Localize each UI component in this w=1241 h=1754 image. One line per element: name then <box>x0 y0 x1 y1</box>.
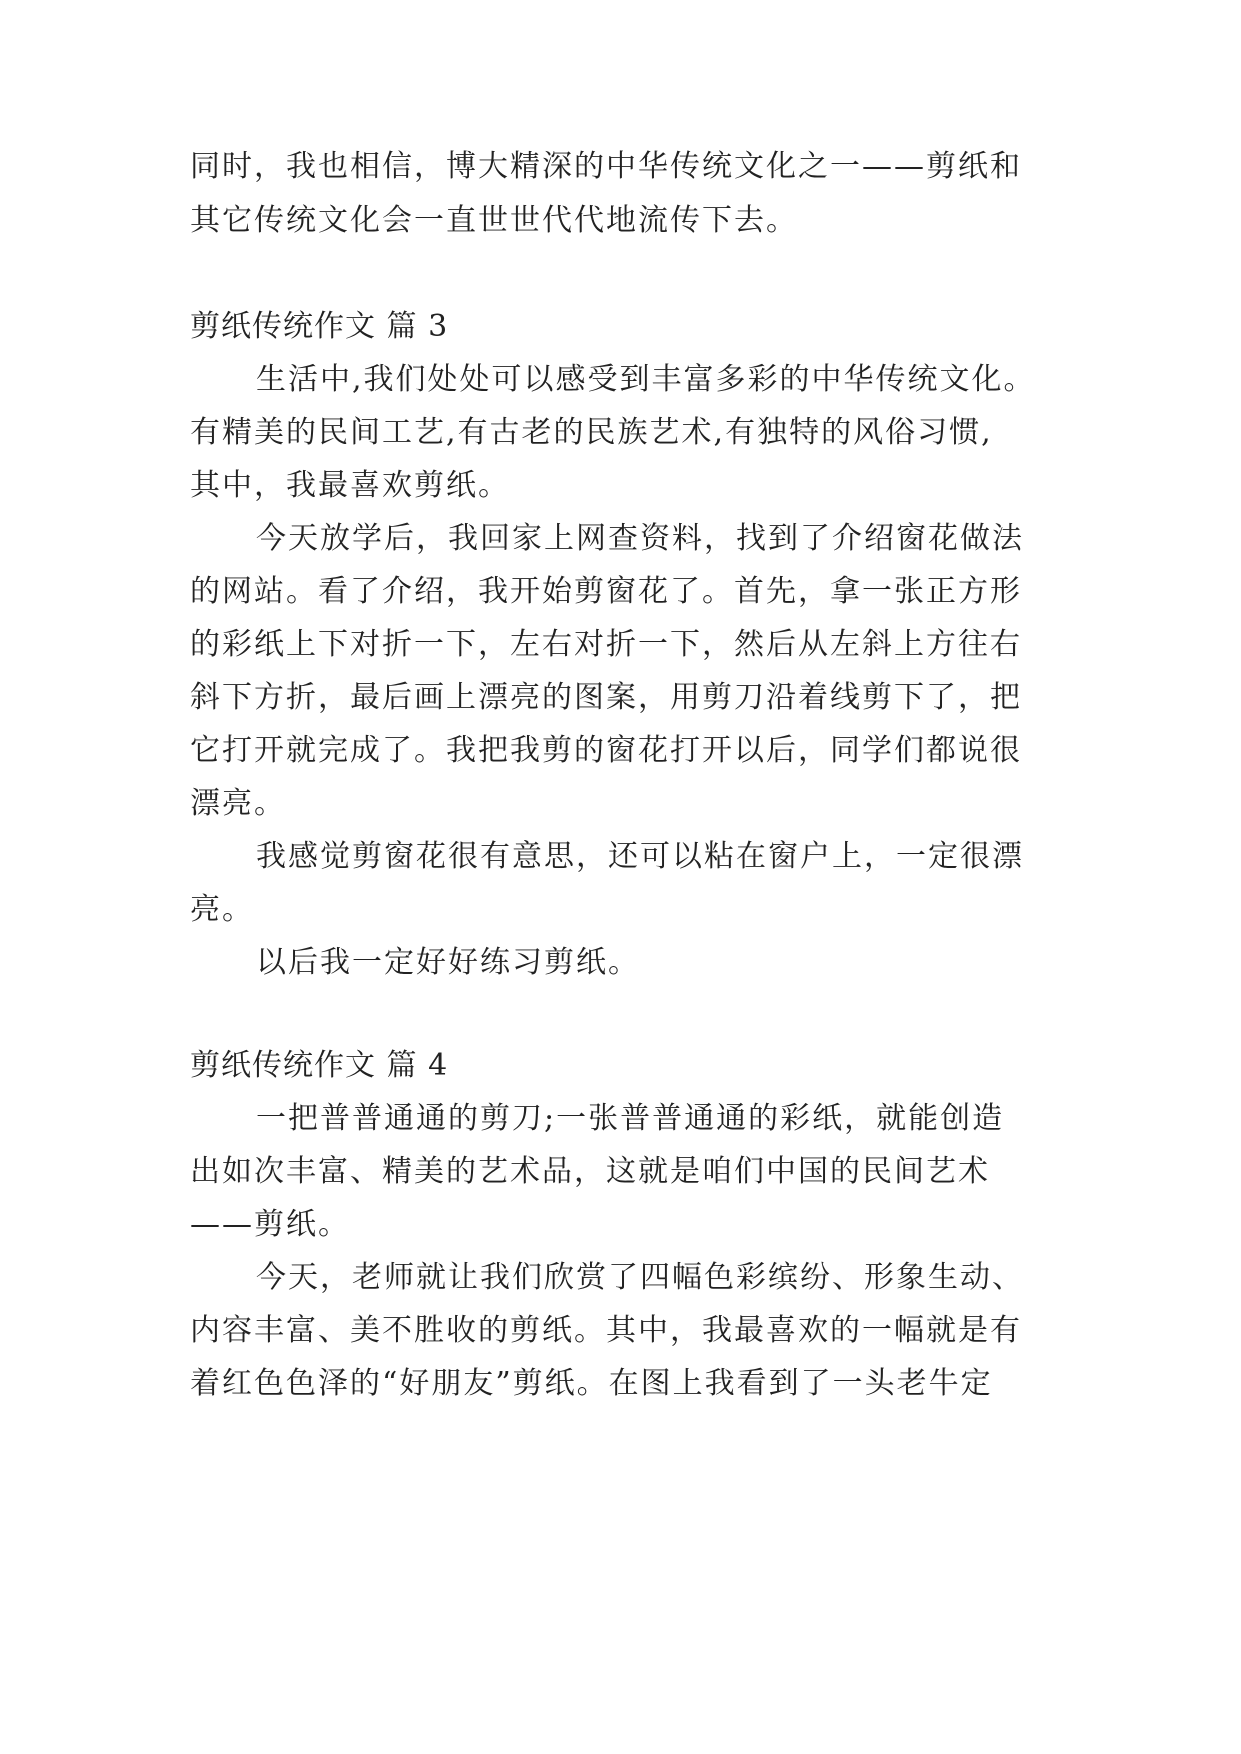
paragraph-line: 有精美的民间工艺,有古老的民族艺术,有独特的风俗习惯, <box>190 415 993 450</box>
paragraph-line: 今天放学后，我回家上网查资料，找到了介绍窗花做法 <box>256 521 1024 556</box>
section-heading: 剪纸传统作文 篇 4 <box>190 1048 449 1083</box>
paragraph-line: 其中，我最喜欢剪纸。 <box>190 468 510 503</box>
paragraph-line: 的彩纸上下对折一下，左右对折一下，然后从左斜上方往右 <box>190 627 1022 662</box>
paragraph-line: 内容丰富、美不胜收的剪纸。其中，我最喜欢的一幅就是有 <box>190 1313 1022 1348</box>
paragraph-line: 亮。 <box>190 892 254 927</box>
paragraph-line: 它打开就完成了。我把我剪的窗花打开以后，同学们都说很 <box>190 733 1022 768</box>
paragraph-line: 的网站。看了介绍，我开始剪窗花了。首先，拿一张正方形 <box>190 574 1022 609</box>
paragraph-line: 斜下方折，最后画上漂亮的图案，用剪刀沿着线剪下了，把 <box>190 680 1022 715</box>
paragraph-line: 生活中,我们处处可以感受到丰富多彩的中华传统文化。 <box>256 362 1036 397</box>
paragraph-line: 一把普普通通的剪刀;一张普普通通的彩纸，就能创造 <box>256 1101 1005 1136</box>
paragraph-line: 漂亮。 <box>190 786 286 821</box>
paragraph-line: 今天，老师就让我们欣赏了四幅色彩缤纷、形象生动、 <box>256 1260 1024 1295</box>
intro-line: 同时，我也相信，博大精深的中华传统文化之一——剪纸和 <box>190 149 1022 184</box>
paragraph-line: ——剪纸。 <box>190 1207 350 1242</box>
intro-line: 其它传统文化会一直世世代代地流传下去。 <box>190 203 798 238</box>
paragraph-line: 以后我一定好好练习剪纸。 <box>256 945 640 980</box>
paragraph-line: 出如次丰富、精美的艺术品，这就是咱们中国的民间艺术 <box>190 1154 990 1189</box>
section-heading: 剪纸传统作文 篇 3 <box>190 309 449 344</box>
paragraph-line: 我感觉剪窗花很有意思，还可以粘在窗户上，一定很漂 <box>256 839 1024 874</box>
paragraph-line: 着红色色泽的“好朋友”剪纸。在图上我看到了一头老牛定 <box>190 1366 993 1401</box>
